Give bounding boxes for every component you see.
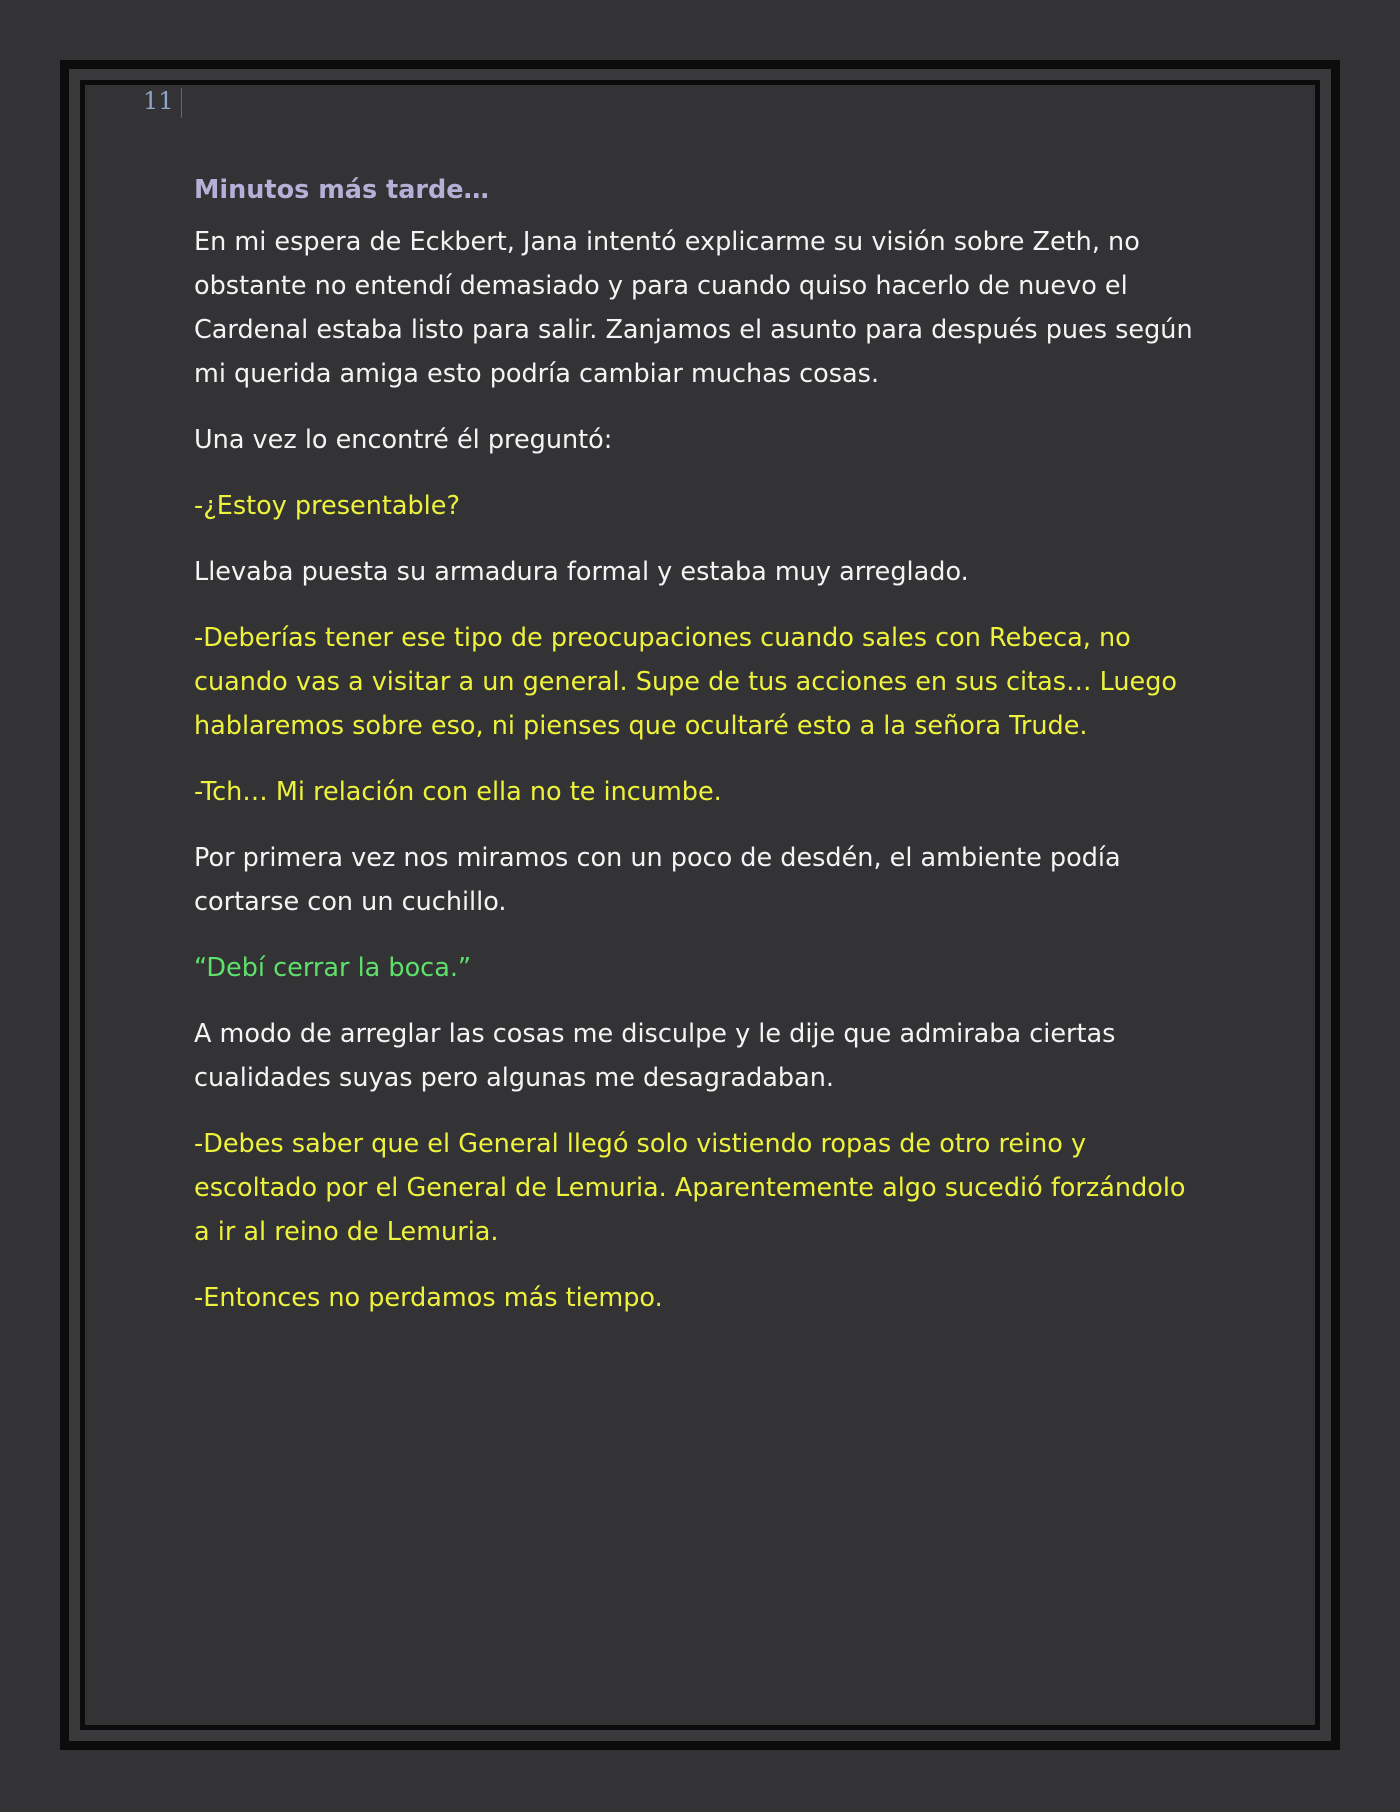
dialogue-line: -¿Estoy presentable? [194,491,460,521]
dialogue-line: -Deberías tener ese tipo de preocupaciones cuando sales con Rebeca, no cuando vas a visitar a un general. Supe de tus acciones en sus citas… Luego hablaremos sobre eso, ni pienses que ocultaré esto a la señora Trude. [194,623,1178,741]
page-number-divider [181,88,182,118]
page-body [194,168,1204,1342]
dialogue-line: -Debes saber que el General llegó solo vistiendo ropas de otro reino y escoltado por el General de Lemuria. Aparentemente algo sucedió forzándolo a ir al reino de Lemuria. [194,1129,1186,1247]
narration-paragraph: A modo de arreglar las cosas me disculpe y le dije que admiraba ciertas cualidades suyas pero algunas me desagradaban. [194,1019,1116,1093]
narration-paragraph: En mi espera de Eckbert, Jana intentó explicarme su visión sobre Zeth, no obstante no entendí demasiado y para cuando quiso hacerlo de nuevo el Cardenal estaba listo para salir. Zanjamos el asunto para después pues según mi querida amiga esto podría cambiar muchas cosas. [194,227,1193,389]
scene-heading: Minutos más tarde… [194,175,490,205]
dialogue-line: -Entonces no perdamos más tiempo. [194,1283,663,1313]
narration-paragraph: Por primera vez nos miramos con un poco de desdén, el ambiente podía cortarse con un cuchillo. [194,843,1121,917]
narration-paragraph: Llevaba puesta su armadura formal y estaba muy arreglado. [194,557,969,587]
page-number: 11 [143,87,174,115]
dialogue-line: -Tch… Mi relación con ella no te incumbe. [194,777,722,807]
thought-line: “Debí cerrar la boca.” [194,953,472,983]
narration-paragraph: Una vez lo encontré él preguntó: [194,425,613,455]
